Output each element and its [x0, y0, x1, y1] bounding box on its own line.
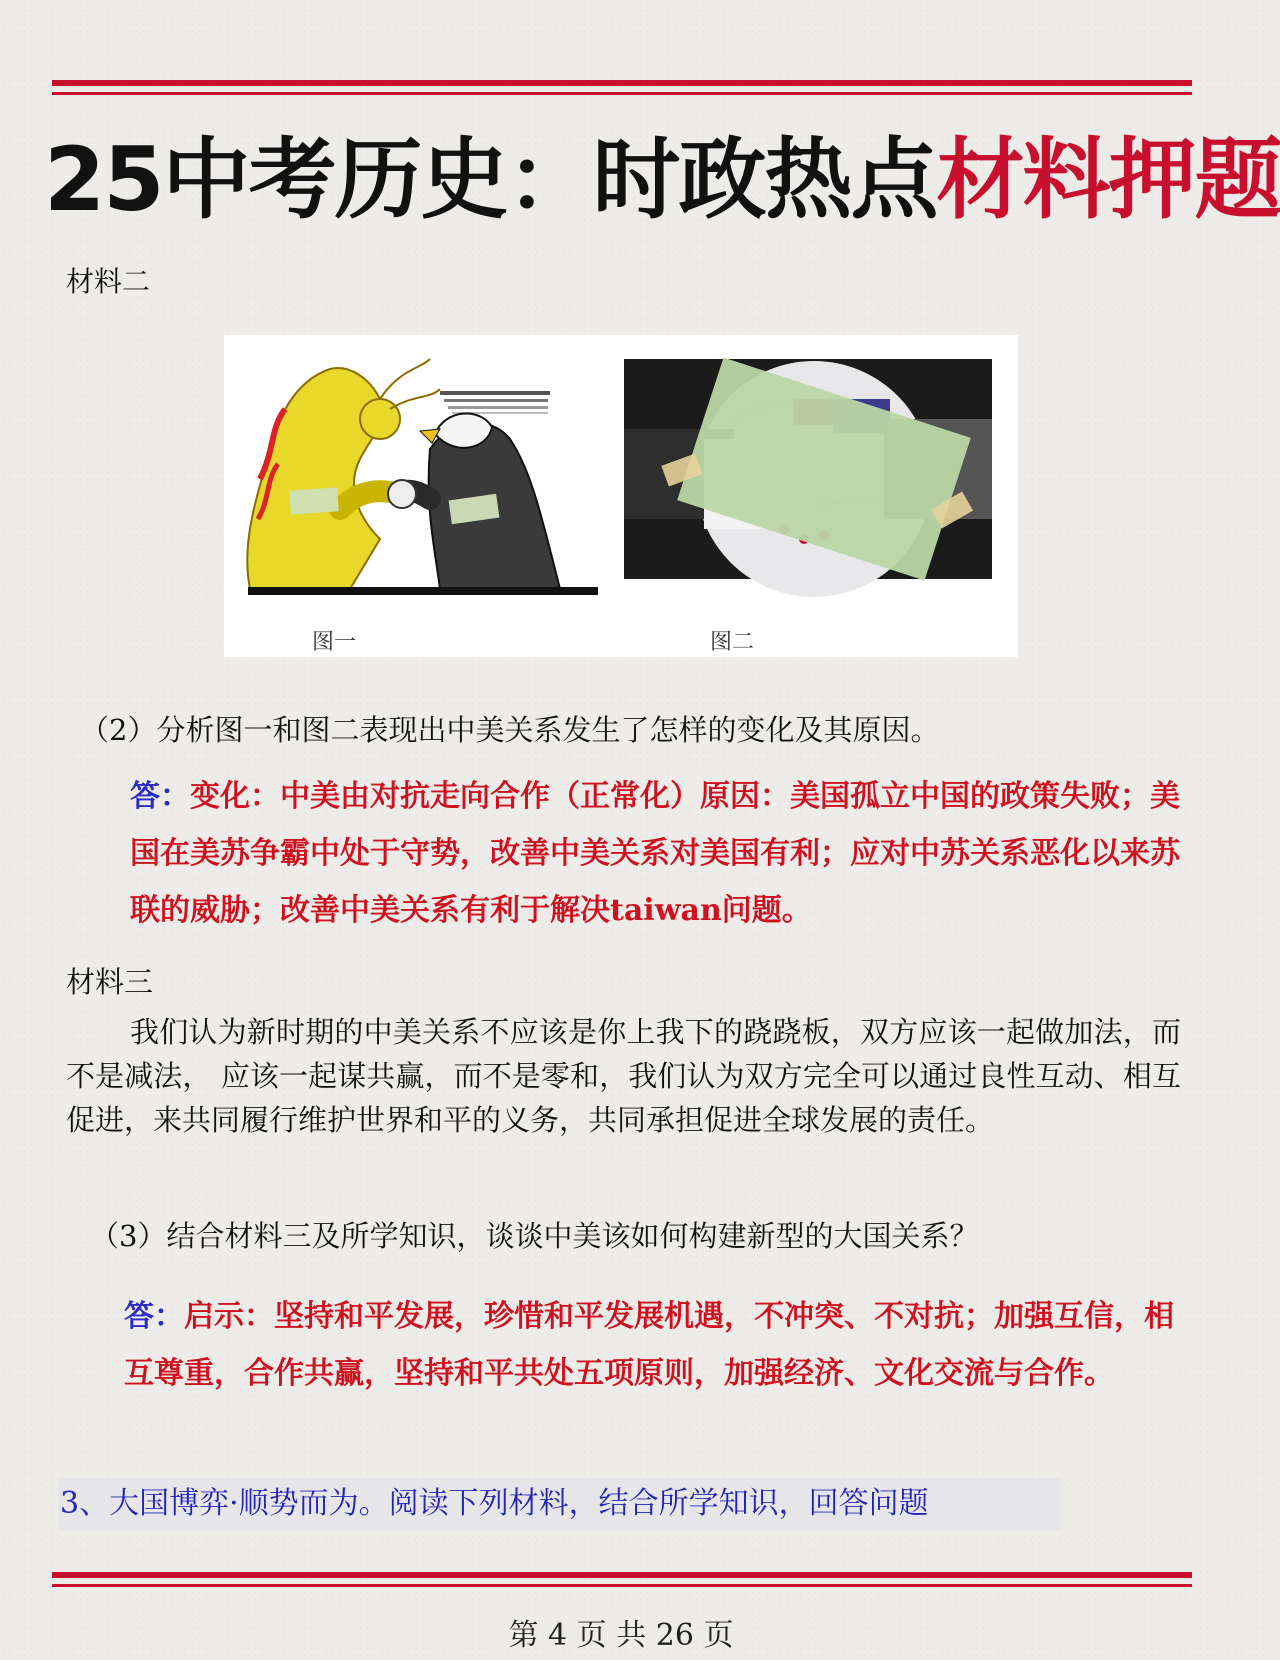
- question-3: （3）结合材料三及所学知识，谈谈中美该如何构建新型的大国关系？: [90, 1219, 979, 1253]
- bottom-rule-thick: [52, 1572, 1192, 1578]
- figure-1-dragon-eagle-cartoon: [230, 339, 610, 619]
- question-2: （2）分析图一和图二表现出中美关系发生了怎样的变化及其原因。: [80, 713, 940, 747]
- figure-2-caption: 图二: [710, 630, 755, 655]
- top-rule-thick: [52, 80, 1192, 86]
- title-red: 材料押题: [936, 128, 1280, 231]
- material-3-label: 材料三: [66, 965, 154, 999]
- top-rule-thin: [52, 92, 1192, 95]
- answer-2-text: 变化：中美由对抗走向合作（正常化）原因：美国孤立中国的政策失败；美国在美苏争霸中处于守势，改善中美关系对美国有利；应对中苏关系恶化以来苏联的威胁；改善中美关系有利于解决taiwan问题。: [130, 779, 1180, 928]
- section-3-heading: 3、大国博弈·顺势而为。阅读下列材料，结合所学知识，回答问题: [58, 1478, 1060, 1530]
- answer-2: [130, 768, 1190, 939]
- title-black: 25中考历史：时政热点: [44, 128, 937, 231]
- answer-3: [124, 1288, 1184, 1402]
- material-3-text: 我们认为新时期的中美关系不应该是你上我下的跷跷板，双方应该一起做加法，而不是减法， 应该一起谋共赢，而不是零和，我们认为双方完全可以通过良性互动、相互促进，来共同履行维护世界和平的义务，共同承担促进全球发展的责任。: [66, 1015, 1181, 1137]
- bottom-rule-thin: [52, 1584, 1192, 1587]
- material-2-label: 材料二: [66, 265, 151, 298]
- answer-3-lead: 答：: [124, 1299, 184, 1334]
- page-number: 第 4 页 共 26 页: [508, 1618, 734, 1653]
- answer-2-lead: 答：: [130, 779, 190, 814]
- cartoon-figures: [224, 335, 1018, 657]
- figure-2-handshake-globe: [624, 359, 992, 579]
- page-title: [44, 120, 1280, 240]
- answer-3-text: 启示：坚持和平发展，珍惜和平发展机遇，不冲突、不对抗；加强互信，相互尊重，合作共赢，坚持和平共处五项原则，加强经济、文化交流与合作。: [124, 1299, 1174, 1391]
- figure-1-caption: 图一: [312, 630, 357, 655]
